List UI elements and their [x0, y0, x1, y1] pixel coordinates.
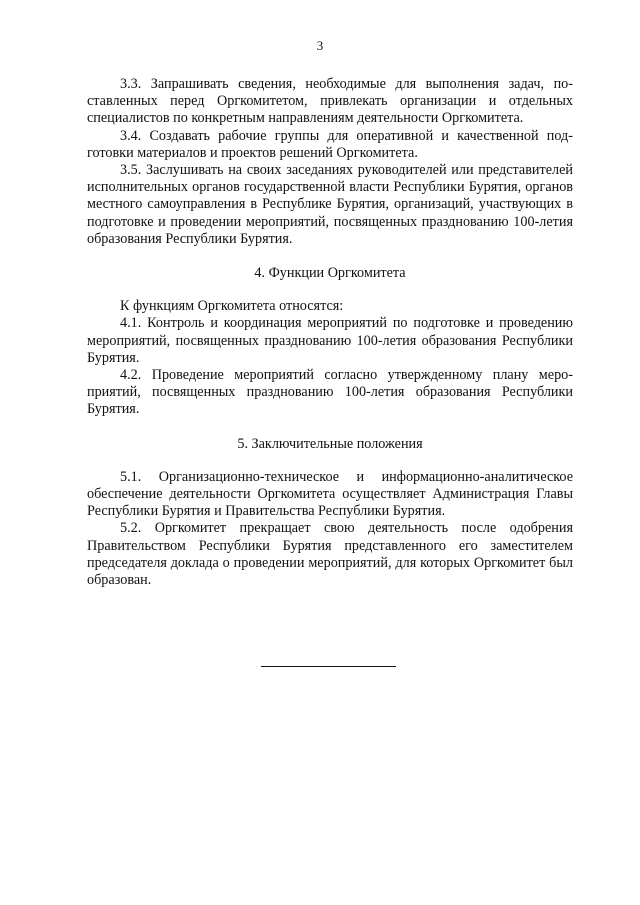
paragraph-4-1: 4.1. Контроль и координация мероприятий по подготовке и проведению мероприятий, посвященных празднованию 100-летия образования Республики Бурятия. — [87, 315, 573, 366]
paragraph-3-3: 3.3. Запрашивать сведения, необходимые для выполнения задач, поставленных перед Оргкомитетом, привлекать организации и отдельных специалистов по конкретным направлениям деятельности Оргкомитета. — [87, 76, 573, 127]
paragraph-4-2: 4.2. Проведение мероприятий согласно утвержденному плану мероприятий, посвященных празднованию 100-летия образования Республики Бурятия. — [87, 367, 573, 418]
document-body — [87, 76, 573, 589]
paragraph-5-1: 5.1. Организационно-техническое и информационно-аналитическое обеспечение деятельности Оргкомитета осуществляет Администрация Главы Республики Бурятия и Правительства Республики Бурятия. — [87, 468, 573, 520]
paragraph-3-5: 3.5. Заслушивать на своих заседаниях руководителей или представителей исполнительных органов государственной власти Республики Бурятия, органов местного самоуправления в Республике Бурятия, организаций, участвующих в подготовке и проведении мероприятий, посвященных празднованию 100-летия образования Республики Бурятия. — [87, 162, 573, 247]
section-5-heading: 5. Заключительные положения — [237, 435, 423, 452]
paragraph-3-4: 3.4. Создавать рабочие группы для оперативной и качественной подготовки материалов и проектов решений Оргкомитета. — [87, 127, 573, 161]
end-of-document-line — [261, 666, 396, 667]
section-4-intro: К функциям Оргкомитета относятся: — [120, 298, 344, 315]
page-number: 3 — [316, 38, 324, 53]
paragraph-5-2: 5.2. Оргкомитет прекращает свою деятельность после одобрения Правительством Республики Бурятия представленного его заместителем председателя доклада о проведении мероприятий, для которых Оргкомитет был образован. — [87, 520, 573, 589]
section-4-heading: 4. Функции Оргкомитета — [254, 265, 406, 282]
